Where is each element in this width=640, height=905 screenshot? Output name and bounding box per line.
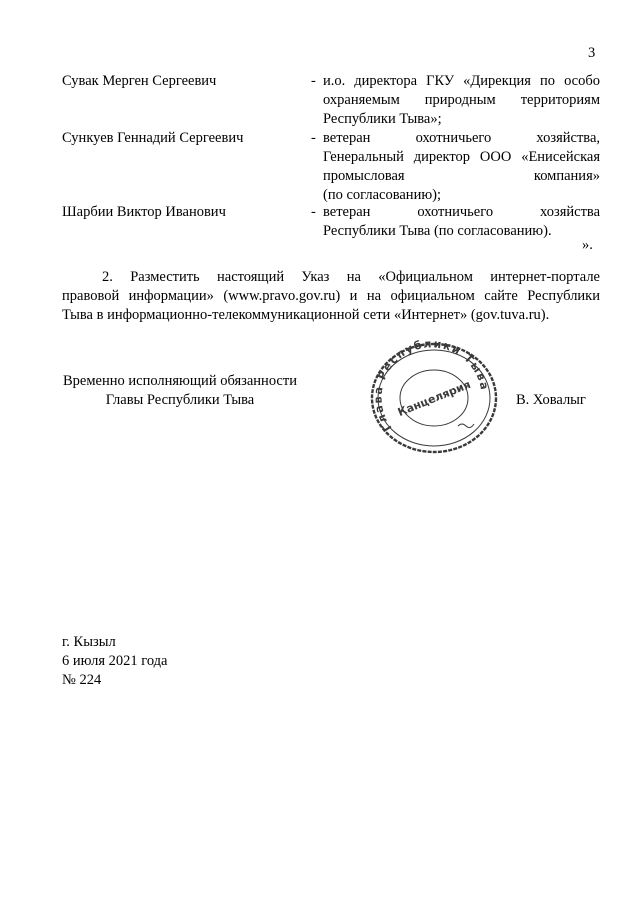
signatory-title-line: Главы Республики Тыва xyxy=(105,392,255,408)
description-line: промысловая компания» xyxy=(323,168,600,184)
official-stamp xyxy=(362,336,502,456)
page-number: 3 xyxy=(588,45,596,61)
member-dash: - xyxy=(311,130,316,146)
description-line: ветеран охотничьего хозяйства, xyxy=(323,130,600,146)
description-line: и.о. директора ГКУ «Дирекция по особо xyxy=(323,73,600,89)
closing-quote: ». xyxy=(582,237,593,253)
document-footer xyxy=(62,633,168,690)
description-line: (по согласованию); xyxy=(323,187,442,203)
paragraph-line: Тыва в информационно-телекоммуникационной сети «Интернет» (gov.tuva.ru). xyxy=(62,307,550,323)
stamp-outer-text: Глава Республики Тыва xyxy=(371,337,492,434)
footer-date: 6 июля 2021 года xyxy=(62,653,168,669)
member-dash: - xyxy=(311,73,316,89)
signatory-title xyxy=(58,372,302,410)
description-line: охраняемым природным территориям xyxy=(323,92,600,108)
stamp-mark xyxy=(458,424,474,428)
member-description xyxy=(323,129,600,205)
paragraph-line: правовой информации» (www.pravo.gov.ru) и на официальном сайте Республики xyxy=(62,288,600,304)
member-name: Сункуев Геннадий Сергеевич xyxy=(62,130,244,146)
footer-city: г. Кызыл xyxy=(62,634,116,650)
member-description xyxy=(323,72,600,129)
member-description xyxy=(323,203,600,241)
member-dash: - xyxy=(311,204,316,220)
description-line: Республики Тыва (по согласованию). xyxy=(323,223,552,239)
decree-paragraph xyxy=(62,268,600,325)
description-line: Генеральный директор ООО «Енисейская xyxy=(323,149,600,165)
stamp-inner-text: Канцелярия xyxy=(395,377,473,419)
paragraph-line: 2. Разместить настоящий Указ на «Официальном интернет-портале xyxy=(102,269,600,285)
description-line: ветеран охотничьего хозяйства xyxy=(323,204,600,220)
member-name: Сувак Мерген Сергеевич xyxy=(62,73,217,89)
signatory-title-line: Временно исполняющий обязанности xyxy=(63,373,297,389)
signer-name: В. Ховалыг xyxy=(516,392,586,408)
footer-number: № 224 xyxy=(62,672,102,688)
member-name: Шарбии Виктор Иванович xyxy=(62,204,226,220)
description-line: Республики Тыва»; xyxy=(323,111,442,127)
